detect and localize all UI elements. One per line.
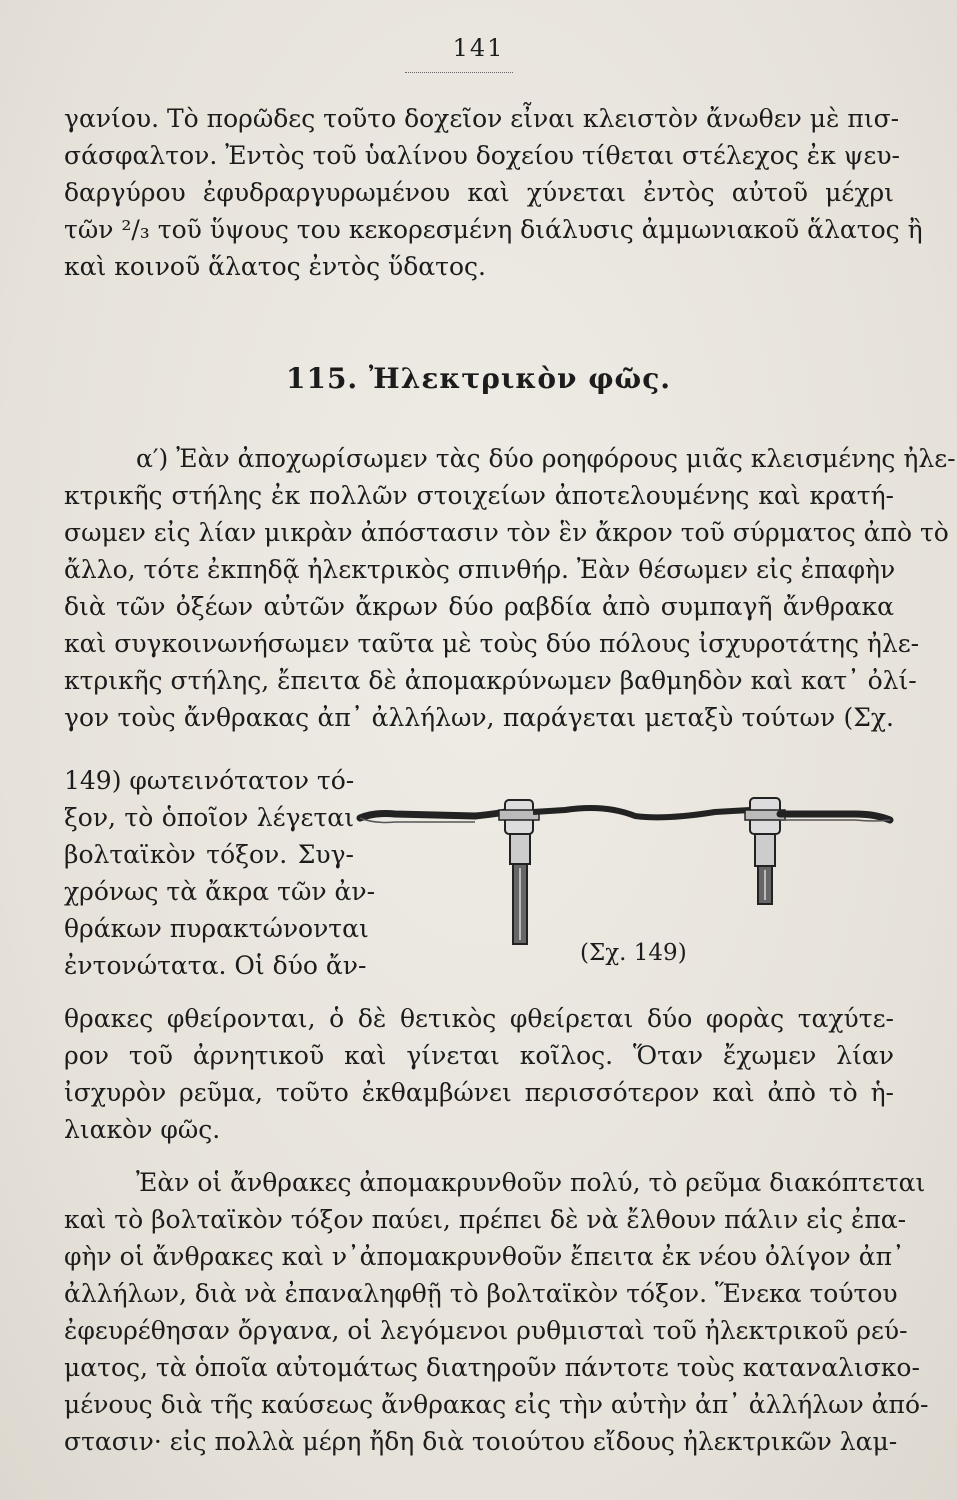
text-line: λιακὸν φῶς. bbox=[64, 1115, 221, 1144]
text-line: σάσφαλτον. Ἐντὸς τοῦ ὑαλίνου δοχείου τίθεται στέλεχος ἐκ ψευ- bbox=[64, 141, 900, 170]
text-line: δαργύρου ἐφυδραργυρωμένου καὶ χύνεται ἐντὸς αὐτοῦ μέχρι bbox=[64, 178, 894, 207]
text-line: φὴν οἱ ἄνθρακες καὶ ν᾽ἀπομακρυνθοῦν ἔπειτα ἐκ νέου ὀλίγον ἀπ᾽ bbox=[64, 1242, 905, 1271]
paragraph-1 bbox=[64, 100, 923, 285]
figure-caption: (Σχ. 149) bbox=[580, 940, 687, 966]
text-line: ἰσχυρὸν ρεῦμα, τοῦτο ἐκθαμβώνει περισσότερον καὶ ἀπὸ τὸ ἡ- bbox=[64, 1078, 894, 1107]
paragraph-3 bbox=[64, 1164, 929, 1460]
text-line: ἄλλο, τότε ἐκπηδᾷ ἠλεκτρικὸς σπινθήρ. Ἐὰν θέσωμεν εἰς ἐπαφὴν bbox=[64, 555, 896, 584]
text-line: κτρικῆς στήλης ἐκ πολλῶν στοιχείων ἀποτελουμένης καὶ κρατή- bbox=[64, 481, 894, 510]
page-number: 141 bbox=[452, 34, 505, 62]
paragraph-2 bbox=[64, 440, 956, 736]
text-line: γον τοὺς ἄνθρακας ἀπ᾽ ἀλλήλων, παράγεται μεταξὺ τούτων (Σχ. bbox=[64, 703, 894, 732]
text-line: καὶ κοινοῦ ἅλατος ἐντὸς ὕδατος. bbox=[64, 252, 486, 281]
text-line: καὶ τὸ βολταϊκὸν τόξον παύει, πρέπει δὲ νὰ ἔλθουν πάλιν εἰς ἐπα- bbox=[64, 1205, 907, 1234]
text-line: καὶ συγκοινωνήσωμεν ταῦτα μὲ τοὺς δύο πόλους ἰσχυροτάτης ἠλε- bbox=[64, 629, 920, 658]
text-line: ξον, τὸ ὁποῖον λέγεται bbox=[64, 803, 354, 832]
text-line: θρακες φθείρονται, ὁ δὲ θετικὸς φθείρεται δύο φορὰς ταχύτε- bbox=[64, 1004, 894, 1033]
text-line: Ἐὰν οἱ ἄνθρακες ἀπομακρυνθοῦν πολύ, τὸ ρεῦμα διακόπτεται bbox=[136, 1168, 926, 1197]
text-line: χρόνως τὰ ἄκρα τῶν ἀν- bbox=[64, 877, 376, 906]
text-line: ματος, τὰ ὁποῖα αὐτομάτως διατηροῦν πάντοτε τοὺς καταναλισκο- bbox=[64, 1353, 920, 1382]
text-line: βολταϊκὸν τόξον. Συγ- bbox=[64, 840, 354, 869]
text-line: μένους διὰ τῆς καύσεως ἄνθρακας εἰς τὴν αὐτὴν ἀπ᾽ ἀλλήλων ἀπό- bbox=[64, 1390, 929, 1419]
text-line: ἀλλήλων, διὰ νὰ ἐπαναληφθῇ τὸ βολταϊκὸν τόξον. Ἕνεκα τούτου bbox=[64, 1279, 898, 1308]
text-line: 149) φωτεινότατον τό- bbox=[64, 766, 355, 795]
text-line: κτρικῆς στήλης, ἔπειτα δὲ ἀπομακρύνωμεν βαθμηδὸν καὶ κατ᾽ ὀλί- bbox=[64, 666, 917, 695]
text-line: ρον τοῦ ἀρνητικοῦ καὶ γίνεται κοῖλος. Ὅταν ἔχωμεν λίαν bbox=[64, 1041, 894, 1070]
text-line: θράκων πυρακτώνονται bbox=[64, 914, 369, 943]
text-line: τῶν ²/₃ τοῦ ὕψους του κεκορεσμένη διάλυσις ἀμμωνιακοῦ ἅλατος ἢ bbox=[64, 215, 923, 244]
text-line: α′) Ἐὰν ἀποχωρίσωμεν τὰς δύο ροηφόρους μιᾶς κλεισμένης ἠλε- bbox=[136, 444, 956, 473]
text-line: ἐντονώτατα. Οἱ δύο ἄν- bbox=[64, 951, 367, 980]
text-line: στασιν· εἰς πολλὰ μέρη ἤδη διὰ τοιούτου εἴδους ἠλεκτρικῶν λαμ- bbox=[64, 1427, 898, 1456]
text-line: σωμεν εἰς λίαν μικρὰν ἀπόστασιν τὸν ἓν ἄκρον τοῦ σύρματος ἀπὸ τὸ bbox=[64, 518, 949, 547]
text-line: γανίου. Τὸ πορῶδες τοῦτο δοχεῖον εἶναι κλειστὸν ἄνωθεν μὲ πισ- bbox=[64, 104, 900, 133]
paragraph-2-continued bbox=[64, 1000, 894, 1148]
paragraph-2-narrow bbox=[64, 762, 376, 984]
section-heading: 115. Ἠλεκτρικὸν φῶς. bbox=[285, 362, 672, 395]
text-line: διὰ τῶν ὀξέων αὐτῶν ἄκρων δύο ραβδία ἀπὸ συμπαγῆ ἄνθρακα bbox=[64, 592, 894, 621]
header-rule bbox=[405, 72, 513, 73]
text-line: ἐφευρέθησαν ὄργανα, οἱ λεγόμενοι ρυθμισταὶ τοῦ ἠλεκτρικοῦ ρεύ- bbox=[64, 1316, 908, 1345]
